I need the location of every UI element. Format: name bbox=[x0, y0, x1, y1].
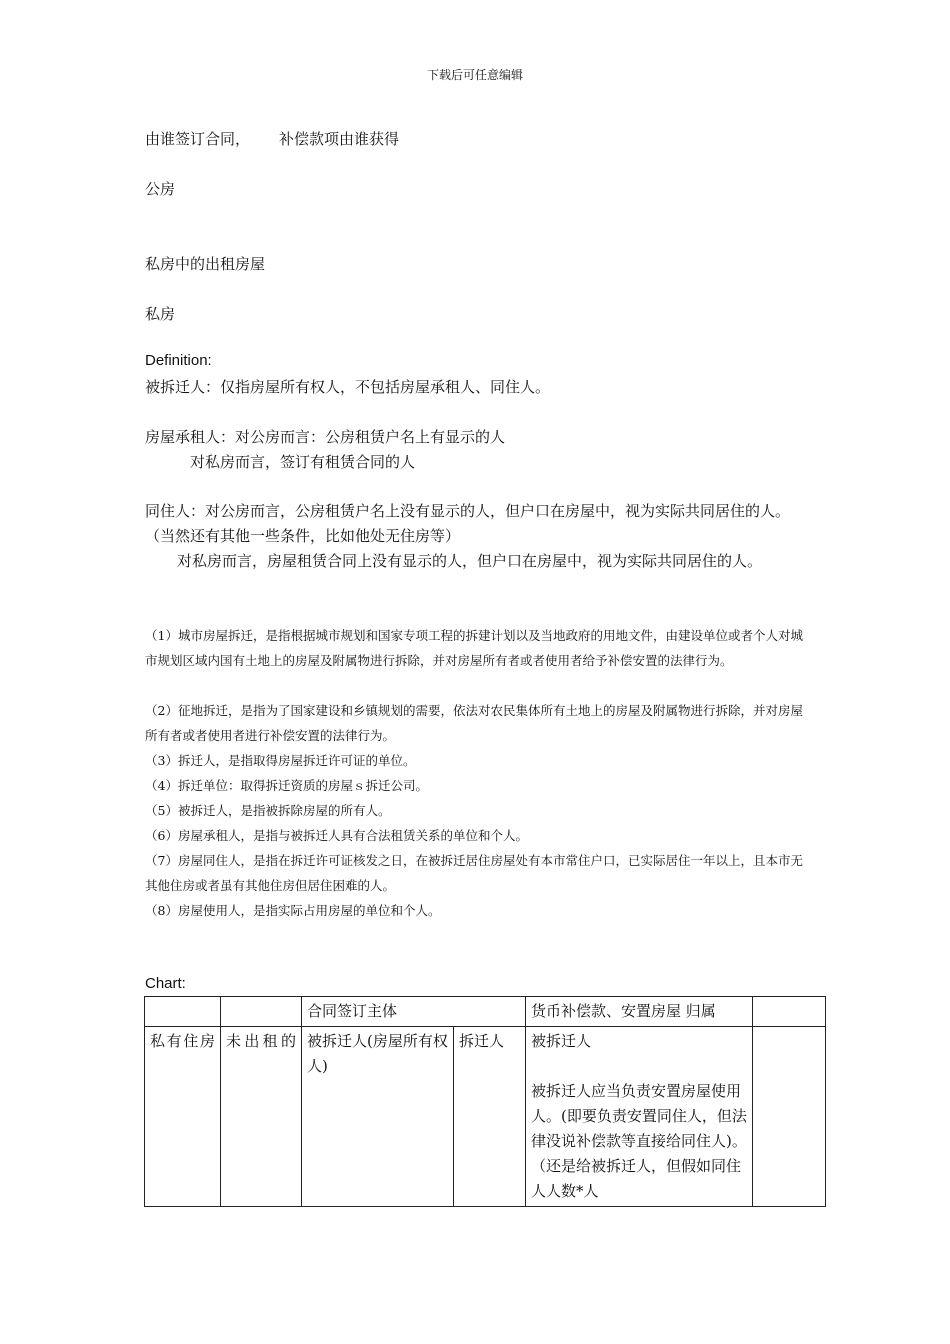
label-public-housing: 公房 bbox=[145, 180, 176, 198]
cell-relocatee-owner: 被拆迁人(房屋所有权人) bbox=[302, 1027, 454, 1207]
header-contract-party: 合同签订主体 bbox=[302, 997, 526, 1027]
table-header-row bbox=[145, 997, 826, 1027]
definition-heading: Definition: bbox=[145, 352, 212, 369]
numbered-item: （7）房屋同住人，是指在拆迁许可证核发之日，在被拆迁居住房屋处有本市常住户口，已实际居住一年以上，且本市无其他住房或者虽有其他住房但居住困难的人。 bbox=[145, 853, 803, 893]
cell-relocator: 拆迁人 bbox=[454, 1027, 526, 1207]
cell-not-rented: 未出租的 bbox=[221, 1027, 302, 1207]
question-who-signs: 由谁签订合同， bbox=[145, 130, 251, 148]
definition-relocatee: 被拆迁人：仅指房屋所有权人，不包括房屋承租人、同住人。 bbox=[145, 378, 551, 396]
table-cell bbox=[753, 1027, 826, 1207]
question-who-receives: 补偿款项由谁获得 bbox=[279, 130, 400, 148]
compensation-note: 被拆迁人应当负责安置房屋使用人。(即要负责安置同住人，但法律没说补偿款等直接给同住人)。（还是给被拆迁人，但假如同住人人数*人 bbox=[531, 1082, 747, 1200]
cell-compensation bbox=[526, 1027, 753, 1207]
relocation-table bbox=[144, 996, 826, 1207]
table-cell bbox=[145, 997, 221, 1027]
numbered-item: （8）房屋使用人，是指实际占用房屋的单位和个人。 bbox=[145, 903, 441, 918]
label-private-housing: 私房 bbox=[145, 305, 176, 323]
definition-cohabitant-private: 对私房而言，房屋租赁合同上没有显示的人，但户口在房屋中，视为实际共同居住的人。 bbox=[177, 552, 763, 570]
table-cell bbox=[753, 997, 826, 1027]
numbered-item: （5）被拆迁人，是指被拆除房屋的所有人。 bbox=[145, 803, 391, 818]
table-row bbox=[145, 1027, 826, 1207]
numbered-item: （1）城市房屋拆迁，是指根据城市规划和国家专项工程的拆建计划以及当地政府的用地文件，由建设单位或者个人对城市规划区域内国有土地上的房屋及附属物进行拆除，并对房屋所有者或者使用者给予补偿安置的法律行为。 bbox=[145, 628, 803, 668]
numbered-item: （6）房屋承租人，是指与被拆迁人具有合法租赁关系的单位和个人。 bbox=[145, 828, 528, 843]
cell-private-housing: 私有住房 bbox=[145, 1027, 221, 1207]
definition-tenant-private: 对私房而言，签订有租赁合同的人 bbox=[190, 453, 416, 471]
numbered-item: （2）征地拆迁，是指为了国家建设和乡镇规划的需要，依法对农民集体所有土地上的房屋及附属物进行拆除，并对房屋所有者或者使用者进行补偿安置的法律行为。 bbox=[145, 703, 803, 743]
chart-heading: Chart: bbox=[145, 975, 186, 992]
definition-tenant-public: 房屋承租人：对公房而言：公房租赁户名上有显示的人 bbox=[145, 428, 506, 446]
compensation-recipient: 被拆迁人 bbox=[531, 1032, 592, 1050]
numbered-item: （4）拆迁单位：取得拆迁资质的房屋ｓ拆迁公司。 bbox=[145, 778, 428, 793]
table-cell bbox=[221, 997, 302, 1027]
label-private-rental: 私房中的出租房屋 bbox=[145, 255, 266, 273]
page-header: 下载后可任意编辑 bbox=[426, 68, 523, 82]
numbered-item: （3）拆迁人，是指取得房屋拆迁许可证的单位。 bbox=[145, 753, 416, 768]
header-compensation-owner: 货币补偿款、安置房屋 归属 bbox=[526, 997, 753, 1027]
definition-cohabitant-public: 同住人：对公房而言，公房租赁户名上没有显示的人，但户口在房屋中，视为实际共同居住的人。（当然还有其他一些条件，比如他处无住房等） bbox=[145, 502, 791, 545]
